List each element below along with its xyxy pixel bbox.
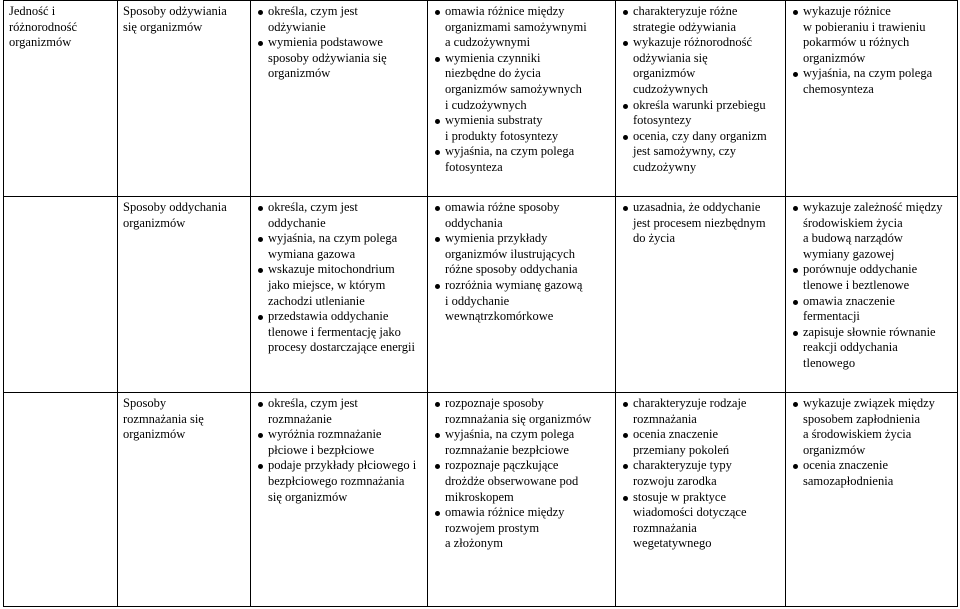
- requirement-item: omawia różnice między rozwojem prostym a złożonym: [433, 505, 610, 552]
- section-cell: [4, 197, 118, 393]
- requirements-cell-level-3: [616, 393, 786, 607]
- requirement-item: wymienia przykłady organizmów ilustrujących różne sposoby oddychania: [433, 231, 610, 278]
- requirements-list: [621, 396, 780, 552]
- requirements-cell-level-1: [251, 393, 428, 607]
- topic-title: Sposoby rozmnażania się organizmów: [123, 396, 204, 442]
- requirement-item: wymienia substraty i produkty fotosyntezy: [433, 113, 610, 144]
- requirements-cell-level-4: [786, 1, 958, 197]
- topic-cell: [118, 197, 251, 393]
- section-cell: [4, 393, 118, 607]
- requirement-item: wykazuje zależność między środowiskiem życia a budową narządów wymiany gazowej: [791, 200, 952, 262]
- requirements-list: [621, 200, 780, 247]
- topic-title: Sposoby odżywiania się organizmów: [123, 4, 227, 34]
- requirement-item: stosuje w praktyce wiadomości dotyczące rozmnażania wegetatywnego: [621, 490, 780, 552]
- table-row: [4, 393, 958, 607]
- requirements-cell-level-1: [251, 197, 428, 393]
- requirements-list: [791, 200, 952, 372]
- requirement-item: charakteryzuje typy rozwoju zarodka: [621, 458, 780, 489]
- table-row: [4, 1, 958, 197]
- requirements-cell-level-4: [786, 393, 958, 607]
- requirements-cell-level-1: [251, 1, 428, 197]
- requirement-item: wyróżnia rozmnażanie płciowe i bezpłciowe: [256, 427, 422, 458]
- requirement-item: uzasadnia, że oddychanie jest procesem niezbędnym do życia: [621, 200, 780, 247]
- topic-cell: [118, 1, 251, 197]
- requirement-item: rozróżnia wymianę gazową i oddychanie wewnątrzkomórkowe: [433, 278, 610, 325]
- requirement-item: określa, czym jest odżywianie: [256, 4, 422, 35]
- requirement-item: wykazuje różnice w pobieraniu i trawieniu pokarmów u różnych organizmów: [791, 4, 952, 66]
- table-body: [4, 1, 958, 607]
- requirement-item: porównuje oddychanie tlenowe i beztlenowe: [791, 262, 952, 293]
- requirement-item: omawia znaczenie fermentacji: [791, 294, 952, 325]
- requirement-item: zapisuje słownie równanie reakcji oddychania tlenowego: [791, 325, 952, 372]
- requirement-item: charakteryzuje różne strategie odżywiania: [621, 4, 780, 35]
- requirements-list: [256, 396, 422, 505]
- requirements-list: [791, 396, 952, 490]
- requirement-item: wymienia podstawowe sposoby odżywiania się organizmów: [256, 35, 422, 82]
- requirement-item: przedstawia oddychanie tlenowe i fermentację jako procesy dostarczające energii: [256, 309, 422, 356]
- requirement-item: określa, czym jest rozmnażanie: [256, 396, 422, 427]
- requirements-list: [791, 4, 952, 98]
- requirement-item: rozpoznaje sposoby rozmnażania się organizmów: [433, 396, 610, 427]
- requirement-item: wyjaśnia, na czym polega chemosynteza: [791, 66, 952, 97]
- requirements-cell-level-2: [428, 1, 616, 197]
- requirement-item: wyjaśnia, na czym polega fotosynteza: [433, 144, 610, 175]
- requirement-item: określa warunki przebiegu fotosyntezy: [621, 98, 780, 129]
- requirement-item: wykazuje związek między sposobem zapłodnienia a środowiskiem życia organizmów: [791, 396, 952, 458]
- requirement-item: rozpoznaje pączkujące drożdże obserwowane pod mikroskopem: [433, 458, 610, 505]
- topic-title: Sposoby oddychania organizmów: [123, 200, 227, 230]
- requirements-list: [256, 200, 422, 356]
- requirements-list: [621, 4, 780, 176]
- requirement-item: ocenia znaczenie samozapłodnienia: [791, 458, 952, 489]
- requirement-item: wyjaśnia, na czym polega wymiana gazowa: [256, 231, 422, 262]
- requirement-item: ocenia znaczenie przemiany pokoleń: [621, 427, 780, 458]
- requirements-list: [433, 4, 610, 176]
- requirement-item: wymienia czynniki niezbędne do życia organizmów samożywnych i cudzożywnych: [433, 51, 610, 113]
- requirement-item: wskazuje mitochondrium jako miejsce, w którym zachodzi utlenianie: [256, 262, 422, 309]
- requirements-list: [433, 200, 610, 325]
- requirement-item: charakteryzuje rodzaje rozmnażania: [621, 396, 780, 427]
- section-title: Jedność i różnorodność organizmów: [9, 4, 78, 50]
- grading-criteria-table: [3, 0, 958, 607]
- section-cell: [4, 1, 118, 197]
- requirement-item: określa, czym jest oddychanie: [256, 200, 422, 231]
- requirement-item: omawia różne sposoby oddychania: [433, 200, 610, 231]
- requirements-cell-level-2: [428, 393, 616, 607]
- requirements-cell-level-3: [616, 197, 786, 393]
- requirements-cell-level-3: [616, 1, 786, 197]
- table-row: [4, 197, 958, 393]
- requirement-item: ocenia, czy dany organizm jest samożywny, czy cudzożywny: [621, 129, 780, 176]
- requirement-item: omawia różnice między organizmami samożywnymi a cudzożywnymi: [433, 4, 610, 51]
- requirement-item: wyjaśnia, na czym polega rozmnażanie bezpłciowe: [433, 427, 610, 458]
- requirement-item: wykazuje różnorodność odżywiania się organizmów cudzożywnych: [621, 35, 780, 97]
- requirement-item: podaje przykłady płciowego i bezpłciowego rozmnażania się organizmów: [256, 458, 422, 505]
- requirements-list: [433, 396, 610, 552]
- topic-cell: [118, 393, 251, 607]
- requirements-cell-level-2: [428, 197, 616, 393]
- requirements-cell-level-4: [786, 197, 958, 393]
- requirements-list: [256, 4, 422, 82]
